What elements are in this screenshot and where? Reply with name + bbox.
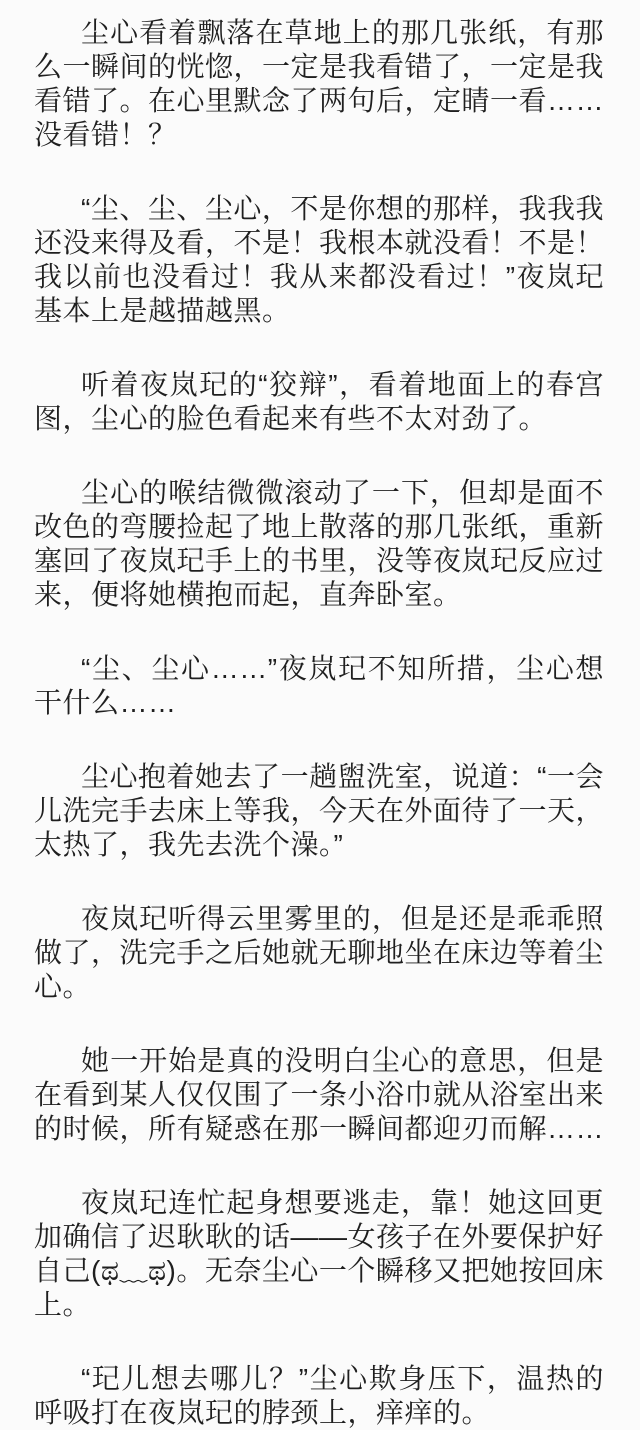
paragraph-8: 她一开始是真的没明白尘心的意思，但是在看到某人仅仅围了一条小浴巾就从浴室出来的时候，所有疑惑在那一瞬间都迎刃而解……: [34, 1045, 605, 1144]
paragraph-10: “玘儿想去哪儿？”尘心欺身压下，温热的呼吸打在夜岚玘的脖颈上，痒痒的。: [34, 1363, 604, 1428]
paragraph-4: 尘心的喉结微微滚动了一下，但却是面不改色的弯腰捡起了地上散落的那几张纸，重新塞回了夜岚玘手上的书里，没等夜岚玘反应过来，便将她横抱而起，直奔卧室。: [34, 477, 605, 610]
paragraph-1: 尘心看着飘落在草地上的那几张纸，有那么一瞬间的恍惚，一定是我看错了，一定是我看错了。在心里默念了两句后，定睛一看……没看错！？: [34, 17, 605, 150]
paragraph-9: 夜岚玘连忙起身想要逃走，靠！她这回更加确信了迟耿耿的话——女孩子在外要保护好自己(ಥ﹏ಥ)。无奈尘心一个瞬移又把她按回床上。: [34, 1187, 605, 1320]
paragraph-2: “尘、尘、尘心，不是你想的那样，我我我还没来得及看，不是！我根本就没看！不是！我以前也没看过！我从来都没看过！”夜岚玘基本上是越描越黑。: [34, 193, 605, 326]
paragraph-6: 尘心抱着她去了一趟盥洗室，说道：“一会儿洗完手去床上等我，今天在外面待了一天，太热了，我先去洗个澡。”: [34, 761, 605, 860]
paragraph-3: 听着夜岚玘的“狡辩”，看着地面上的春宫图，尘心的脸色看起来有些不太对劲了。: [34, 369, 604, 434]
paragraph-5: “尘、尘心……”夜岚玘不知所措，尘心想干什么……: [34, 653, 604, 718]
paragraph-7: 夜岚玘听得云里雾里的，但是还是乖乖照做了，洗完手之后她就无聊地坐在床边等着尘心。: [34, 903, 605, 1002]
